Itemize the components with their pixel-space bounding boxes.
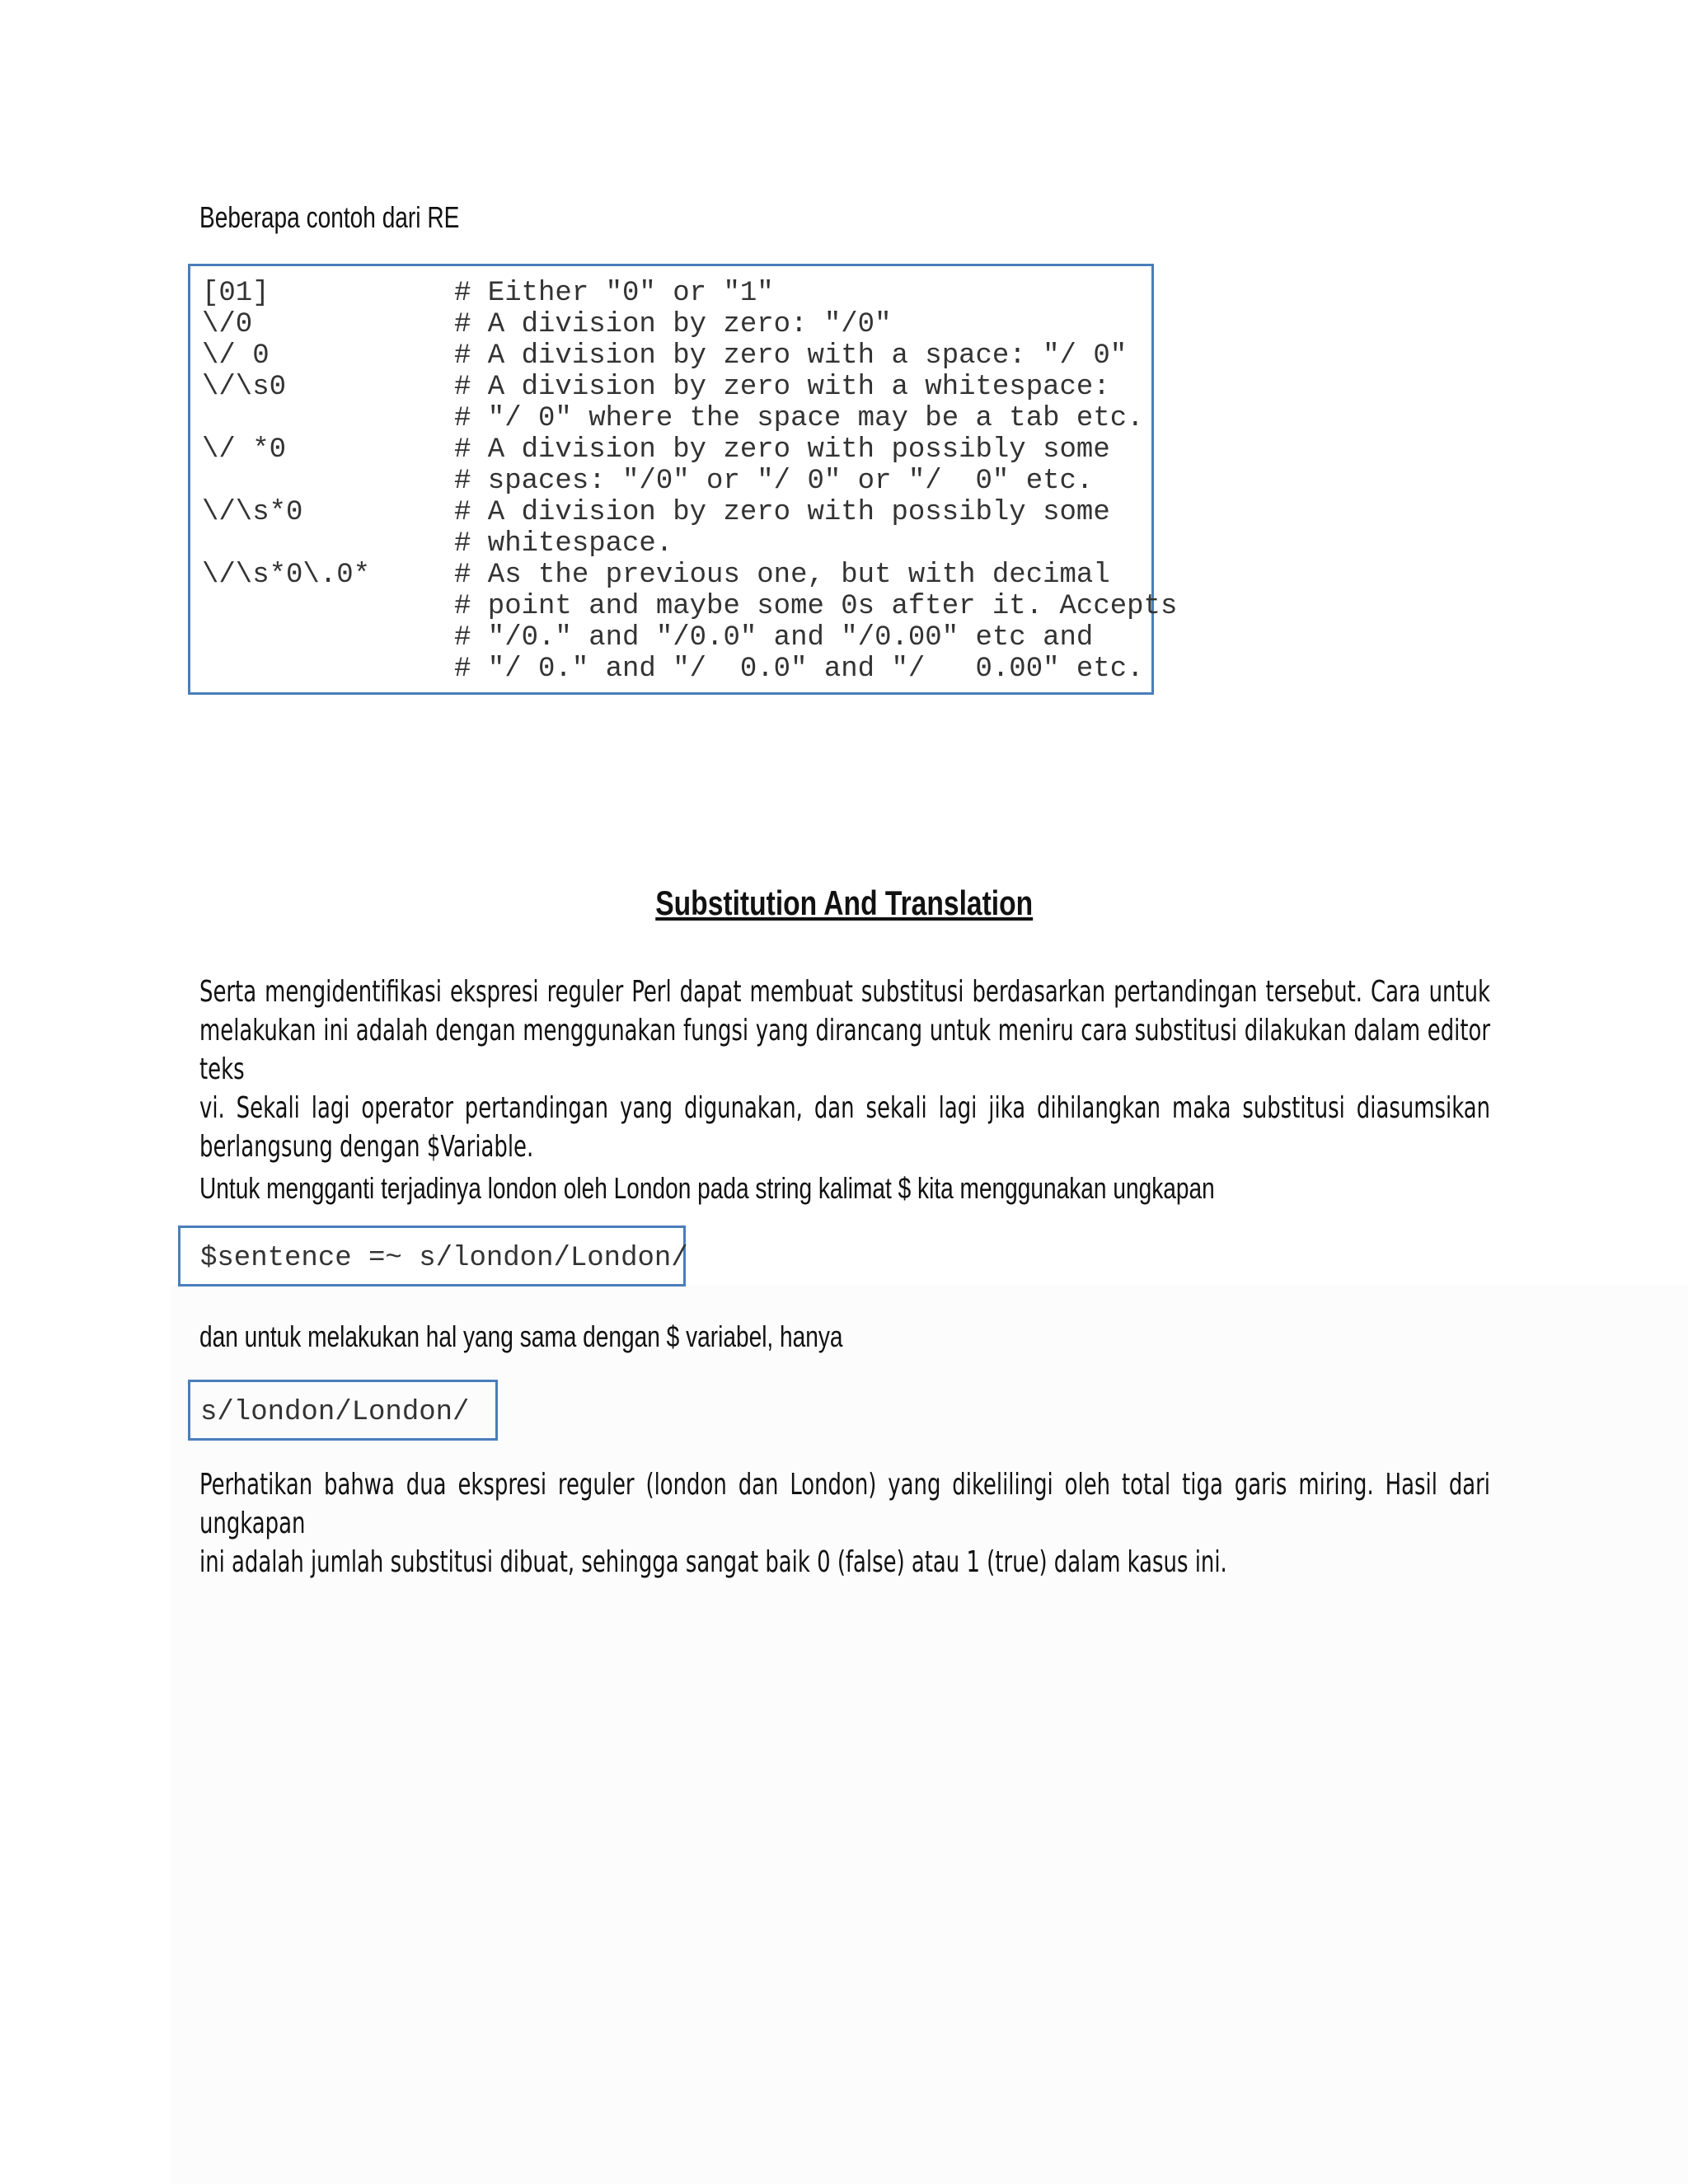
regex-comment: # A division by zero: "/0" [454,309,892,340]
regex-comment: # A division by zero with a whitespace: [454,372,1110,403]
regex-comment: # A division by zero with possibly some [454,434,1110,466]
regex-pattern: \/\s*0 [202,497,303,528]
paragraph-line: vi. Sekali lagi operator pertandingan yang digunakan, dan sekali lagi jika dihilangkan maka substitusi diasumsikan [199,1091,1490,1125]
paragraph-line: Serta mengidentifikasi ekspresi reguler Perl dapat membuat substitusi berdasarkan pertandingan tersebut. Cara untuk [199,975,1490,1009]
regex-comment: # A division by zero with possibly some [454,497,1110,528]
regex-comment: # "/ 0" where the space may be a tab etc. [454,403,1144,434]
paragraph-same-with-variable: dan untuk melakukan hal yang sama dengan $ variabel, hanya [199,1319,843,1353]
regex-comment: # A division by zero with a space: "/ 0" [454,340,1128,372]
regex-pattern: \/\s*0\.0* [202,560,371,591]
paragraph-line: berlangsung dengan $Variable. [199,1130,534,1164]
regex-comment: # "/0." and "/0.0" and "/0.00" etc and [454,622,1094,654]
intro-text: Beberapa contoh dari RE [199,200,460,234]
paragraph-line: melakukan ini adalah dengan menggunakan fungsi yang dirancang untuk meniru cara substitusi dilakukan dalam editor teks [199,1014,1490,1086]
regex-pattern: [01] [202,278,270,309]
paragraph-line: ini adalah jumlah substitusi dibuat, sehingga sangat baik 0 (false) atau 1 (true) dalam kasus ini. [199,1545,1227,1579]
code-substitution-default: s/london/London/ [188,1380,498,1441]
regex-comment: # point and maybe some 0s after it. Accepts [454,591,1178,622]
regex-pattern: \/ *0 [202,434,287,466]
regex-pattern: \/\s0 [202,372,287,403]
regex-comment: # whitespace. [454,528,673,560]
regex-pattern: \/0 [202,309,253,340]
paragraph-result-note [199,1465,1490,1582]
regex-comment: # spaces: "/0" or "/ 0" or "/ 0" etc. [454,466,1094,497]
paragraph-line: Perhatikan bahwa dua ekspresi reguler (london dan London) yang dikelilingi oleh total tiga garis miring. Hasil dari ungkapan [199,1468,1490,1540]
paragraph-replace-london: Untuk mengganti terjadinya london oleh London pada string kalimat $ kita menggunakan ungkapan [199,1171,1215,1205]
paragraph-substitution-intro [199,972,1490,1166]
regex-comment: # Either "0" or "1" [454,278,774,309]
regex-examples-box [188,264,1178,695]
code-substitution-sentence: $sentence =~ s/london/London/ [178,1226,686,1286]
section-heading [0,880,1688,926]
regex-comment: # As the previous one, but with decimal [454,560,1110,591]
section-heading-text: Substitution And Translation [655,883,1033,922]
regex-pattern: \/ 0 [202,340,270,372]
regex-comment: # "/ 0." and "/ 0.0" and "/ 0.00" etc. [454,654,1144,685]
